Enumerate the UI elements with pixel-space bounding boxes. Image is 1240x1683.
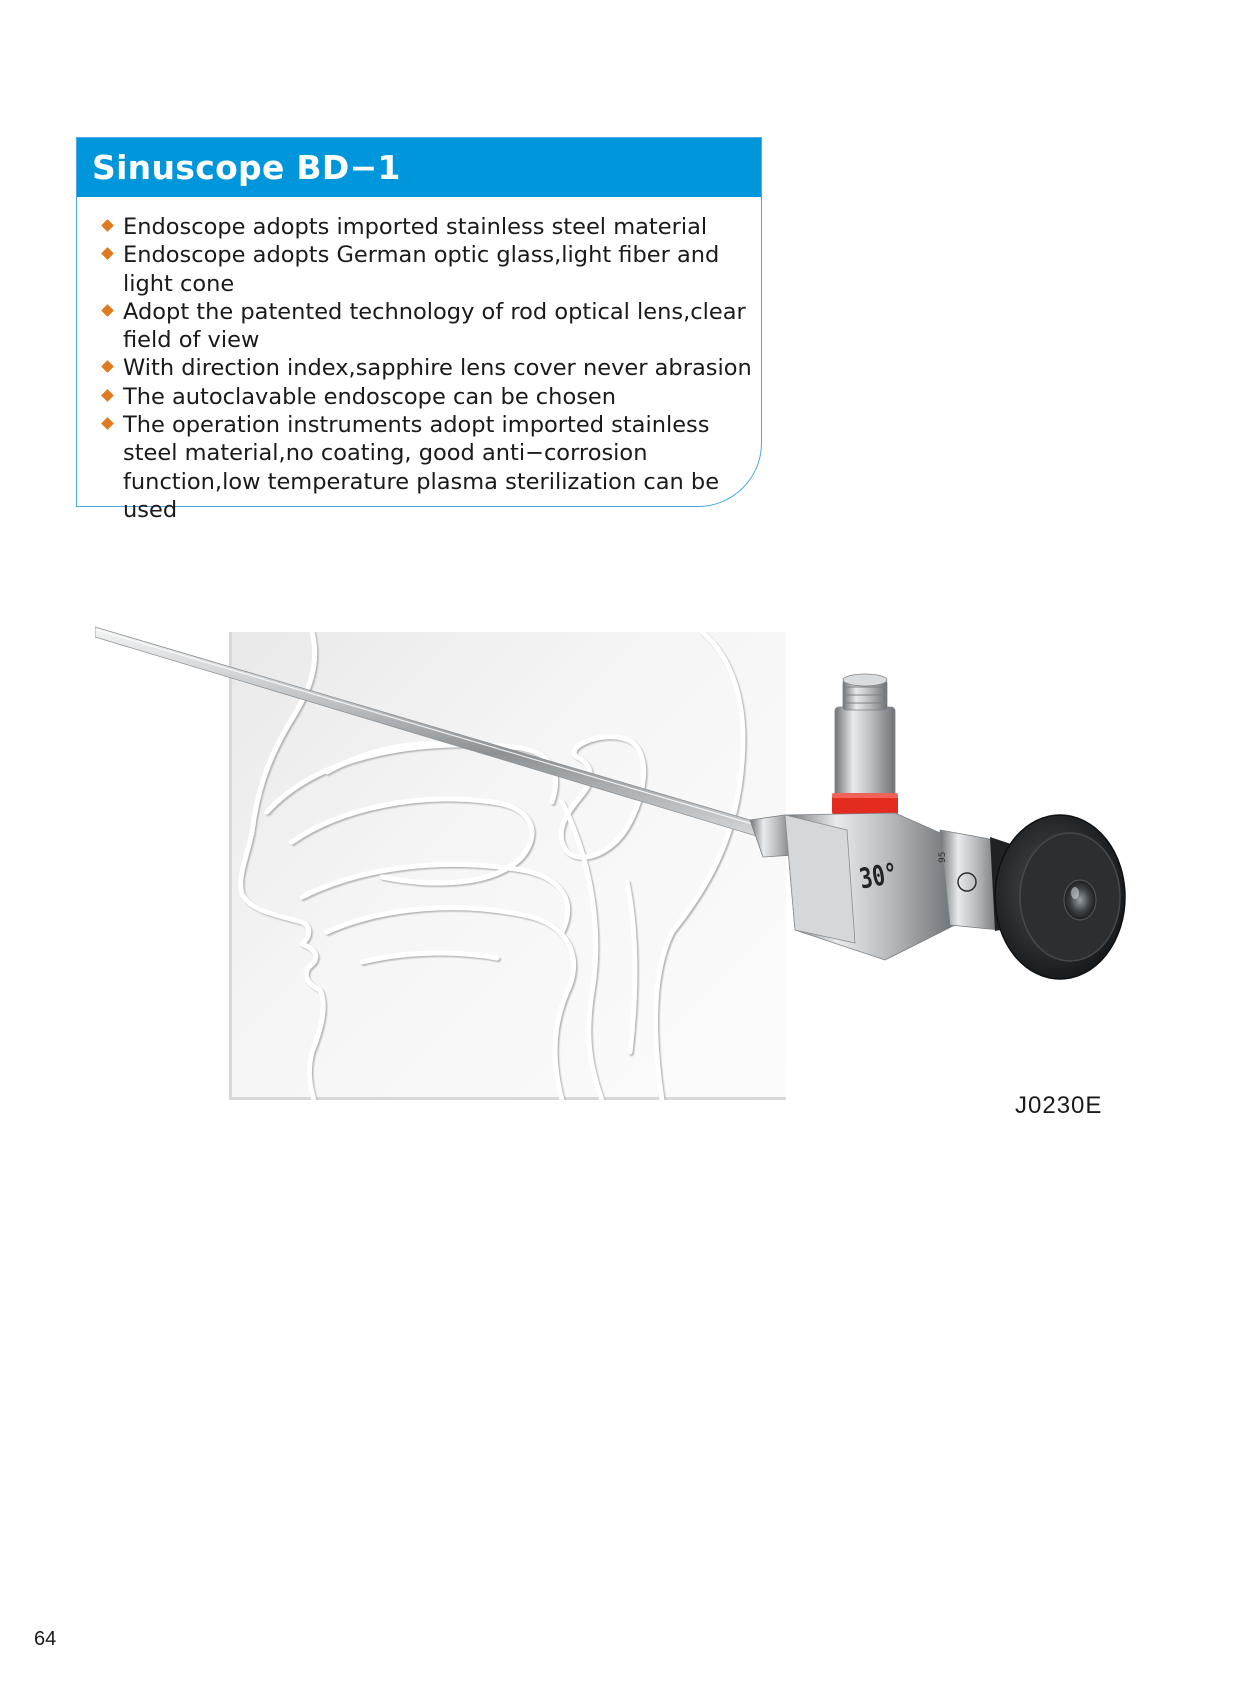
feature-text: The autoclavable endoscope can be chosen — [123, 383, 617, 410]
feature-item — [102, 411, 761, 524]
page-number: 64 — [34, 1628, 57, 1650]
diamond-bullet-icon — [101, 219, 114, 232]
feature-item — [102, 213, 761, 241]
feature-item — [102, 383, 761, 411]
view-angle-label: 30° — [857, 856, 901, 896]
feature-header — [77, 138, 761, 197]
diamond-bullet-icon — [101, 417, 114, 430]
feature-text: Endoscope adopts imported stainless steel material — [123, 214, 708, 240]
feature-item — [102, 241, 761, 298]
engraving-mark: 95 — [938, 851, 948, 863]
feature-text: Endoscope adopts German optic glass,light fiber and light cone — [123, 242, 720, 297]
diamond-bullet-icon — [101, 304, 114, 317]
feature-text: With direction index,sapphire lens cover never abrasion — [123, 355, 752, 382]
feature-item — [102, 298, 761, 355]
feature-text: Adopt the patented technology of rod optical lens,clear field of view — [123, 298, 746, 354]
product-figure — [95, 625, 1155, 1105]
diamond-bullet-icon — [101, 361, 114, 374]
diamond-bullet-icon — [101, 389, 114, 402]
model-code: J0230E — [1015, 1092, 1103, 1119]
feature-text: The operation instruments adopt imported stainless steel material,no coating, good anti−corrosion function,low temperature plasma sterilization can be used — [123, 412, 720, 523]
feature-item — [102, 354, 761, 382]
feature-box — [76, 137, 762, 523]
product-title: Sinuscope BD−1 — [92, 148, 401, 187]
endoscope-icon — [95, 625, 1155, 1105]
feature-list — [77, 197, 761, 524]
sinuscope-endoscope — [95, 625, 1155, 1105]
diamond-bullet-icon — [101, 247, 114, 260]
